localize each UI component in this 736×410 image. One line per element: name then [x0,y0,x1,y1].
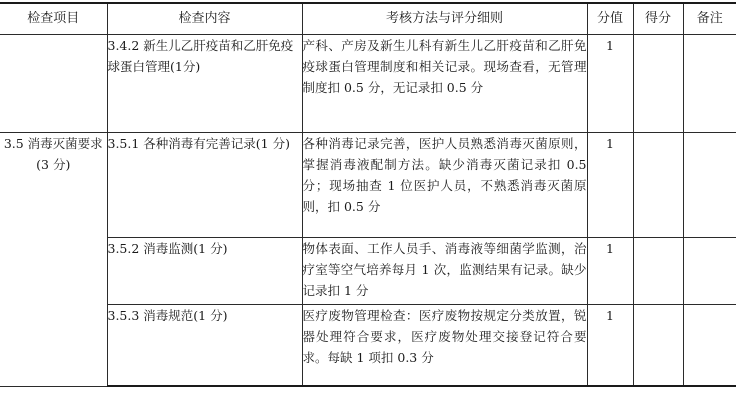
table-row [0,35,736,133]
content-cell: 3.4.2 新生儿乙肝疫苗和乙肝免疫球蛋白管理(1分) [107,35,302,133]
remark-cell [683,133,736,238]
remark-cell [683,35,736,133]
table-row [0,238,736,305]
method-cell: 医疗废物管理检查：医疗废物按规定分类放置，锐器处理符合要求，医疗废物处理交接登记符合要求。每缺 1 项扣 0.3 分 [302,305,587,387]
points-cell [633,305,683,387]
score-cell: 1 [587,35,633,133]
header-points: 得分 [633,3,683,35]
header-content: 检查内容 [107,3,302,35]
content-cell: 3.5.3 消毒规范(1 分) [107,305,302,387]
item-cell: 3.5 消毒灭菌要求(3 分) [0,133,107,387]
header-method: 考核方法与评分细则 [302,3,587,35]
content-cell: 3.5.1 各种消毒有完善记录(1 分) [107,133,302,238]
method-cell: 各种消毒记录完善，医护人员熟悉消毒灭菌原则，掌握消毒液配制方法。缺少消毒灭菌记录扣 0.5 分；现场抽查 1 位医护人员，不熟悉消毒灭菌原则，扣 0.5 分 [302,133,587,238]
points-cell [633,133,683,238]
score-cell: 1 [587,305,633,387]
method-cell: 产科、产房及新生儿科有新生儿乙肝疫苗和乙肝免疫球蛋白管理制度和相关记录。现场查看，无管理制度扣 0.5 分，无记录扣 0.5 分 [302,35,587,133]
header-row [0,3,736,35]
header-score: 分值 [587,3,633,35]
remark-cell [683,305,736,387]
table-row [0,133,736,238]
score-cell: 1 [587,238,633,305]
assessment-table [0,2,736,387]
remark-cell [683,238,736,305]
score-cell: 1 [587,133,633,238]
points-cell [633,35,683,133]
content-cell: 3.5.2 消毒监测(1 分) [107,238,302,305]
method-cell: 物体表面、工作人员手、消毒液等细菌学监测，治疗室等空气培养每月 1 次，监测结果有记录。缺少记录扣 1 分 [302,238,587,305]
header-item: 检查项目 [0,3,107,35]
points-cell [633,238,683,305]
item-cell [0,35,107,133]
header-remark: 备注 [683,3,736,35]
table-row [0,305,736,387]
